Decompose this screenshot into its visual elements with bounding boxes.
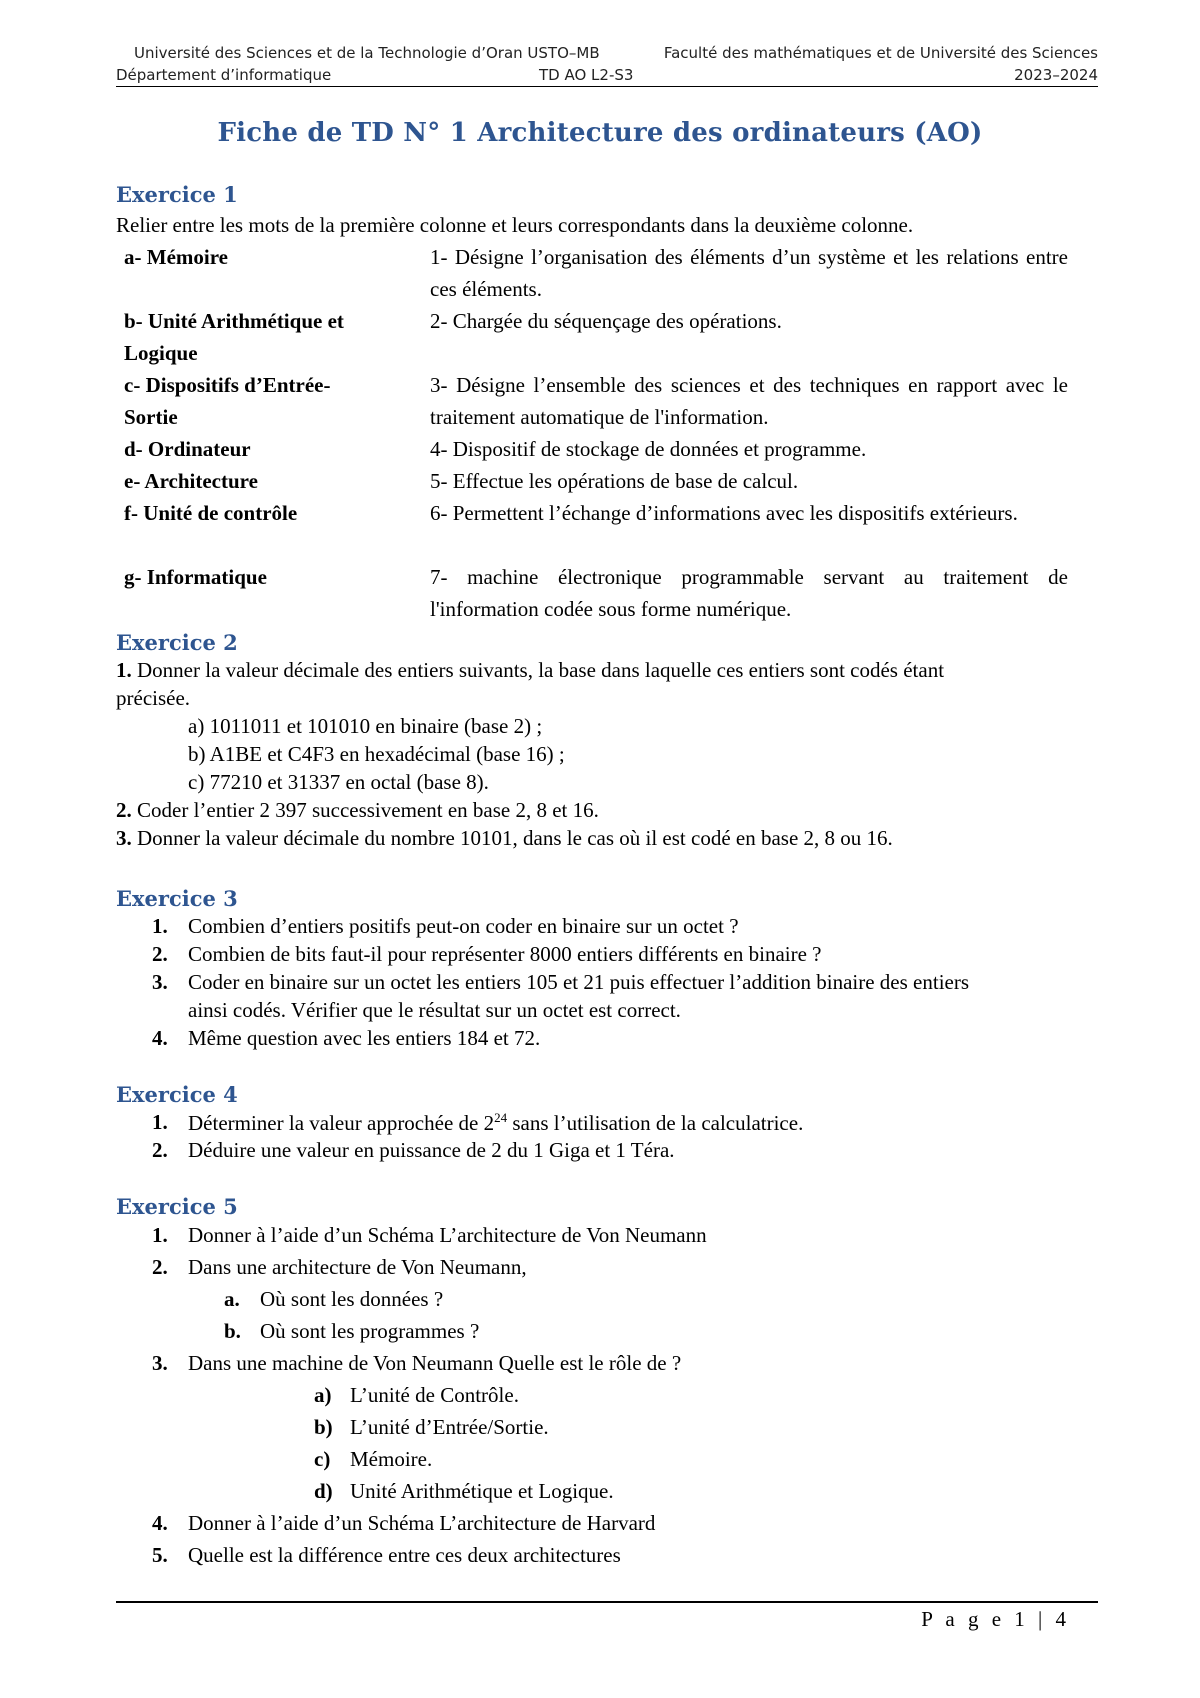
page-title: Fiche de TD N° 1 Architecture des ordinateurs (AO): [217, 118, 983, 148]
ex4-q1-number: 1.: [152, 1110, 168, 1134]
page-number: [921, 1607, 1070, 1632]
ex5-q3-text: Dans une machine de Von Neumann Quelle est le rôle de ?: [188, 1351, 682, 1375]
ex5-q4-text: Donner à l’aide d’un Schéma L’architecture de Harvard: [188, 1511, 656, 1535]
ex2-q2-number: 2.: [116, 798, 132, 822]
ex1-left-e: e- Architecture: [124, 469, 258, 493]
ex5-q2b-text: Où sont les programmes ?: [260, 1319, 480, 1343]
page-label: P a g e: [921, 1607, 1006, 1631]
ex5-q2-text: Dans une architecture de Von Neumann,: [188, 1255, 527, 1279]
ex1-left-g: g- Informatique: [124, 565, 267, 589]
ex4-q2-text: Déduire une valeur en puissance de 2 du 1 Giga et 1 Téra.: [188, 1138, 675, 1162]
ex5-q3d-text: Unité Arithmétique et Logique.: [350, 1479, 614, 1503]
exercise-1-intro: Relier entre les mots de la première colonne et leurs correspondants dans la deuxième colonne.: [116, 213, 914, 237]
ex1-right-6: 6- Permettent l’échange d’informations avec les dispositifs extérieurs.: [430, 501, 1018, 525]
ex2-q3: [116, 826, 893, 851]
ex2-q1-number: 1.: [116, 658, 132, 682]
ex5-q3-number: 3.: [152, 1351, 168, 1375]
ex2-q1-line1: [116, 658, 944, 683]
ex1-right-4: 4- Dispositif de stockage de données et programme.: [430, 437, 867, 461]
ex1-right-2: 2- Chargée du séquençage des opérations.: [430, 309, 782, 333]
footer-divider: [116, 1601, 1098, 1603]
ex5-q3c-text: Mémoire.: [350, 1447, 433, 1471]
exercise-5-title: Exercice 5: [116, 1194, 238, 1219]
ex5-q1-text: Donner à l’aide d’un Schéma L’architecture de Von Neumann: [188, 1223, 707, 1247]
ex1-left-b-line1: b- Unité Arithmétique et: [124, 309, 344, 333]
ex2-q3-text: Donner la valeur décimale du nombre 10101, dans le cas où il est codé en base 2, 8 ou 16.: [131, 826, 893, 850]
ex1-left-a: a- Mémoire: [124, 245, 228, 269]
ex1-left-c-line2: Sortie: [124, 405, 178, 429]
ex5-q5-text: Quelle est la différence entre ces deux architectures: [188, 1543, 621, 1567]
ex2-q2-text: Coder l’entier 2 397 successivement en base 2, 8 et 16.: [131, 798, 599, 822]
ex1-right-5: 5- Effectue les opérations de base de calcul.: [430, 469, 799, 493]
ex4-q1-exponent: 24: [494, 1110, 508, 1125]
ex3-item-2-number: 2.: [152, 942, 168, 966]
ex3-item-3-continuation: ainsi codés. Vérifier que le résultat sur un octet est correct.: [188, 998, 681, 1022]
ex1-right-3: 3- Désigne l’ensemble des sciences et des techniques en rapport avec le traitement automatique de l'information.: [430, 373, 1068, 429]
ex3-item-3-text: Coder en binaire sur un octet les entiers 105 et 21 puis effectuer l’addition binaire des entiers: [188, 970, 970, 994]
ex4-q2-number: 2.: [152, 1138, 168, 1162]
header-year: 2023–2024: [1014, 66, 1098, 84]
ex2-q2: [116, 798, 599, 823]
ex3-item-1-text: Combien d’entiers positifs peut-on coder en binaire sur un octet ?: [188, 914, 739, 938]
ex2-q1-text: Donner la valeur décimale des entiers suivants, la base dans laquelle ces entiers sont codés étant: [131, 658, 945, 682]
ex5-q2-number: 2.: [152, 1255, 168, 1279]
ex5-q2a-text: Où sont les données ?: [260, 1287, 444, 1311]
ex5-q3a-number: a): [314, 1383, 332, 1407]
ex3-item-3-number: 3.: [152, 970, 168, 994]
header-divider: [116, 86, 1098, 87]
ex5-q3d-number: d): [314, 1479, 333, 1503]
page-count: 1 | 4: [1014, 1607, 1070, 1631]
ex4-q1-text-end: sans l’utilisation de la calculatrice.: [507, 1111, 804, 1135]
ex5-q3b-number: b): [314, 1415, 333, 1439]
ex2-q1-a: a) 1011011 et 101010 en binaire (base 2) ;: [188, 714, 543, 738]
ex5-q1-number: 1.: [152, 1223, 168, 1247]
ex5-q5-number: 5.: [152, 1543, 168, 1567]
ex1-left-c-line1: c- Dispositifs d’Entrée-: [124, 373, 331, 397]
ex1-left-d: d- Ordinateur: [124, 437, 251, 461]
exercise-3-title: Exercice 3: [116, 886, 238, 911]
ex3-item-1-number: 1.: [152, 914, 168, 938]
ex3-item-4-number: 4.: [152, 1026, 168, 1050]
ex5-q3c-number: c): [314, 1447, 331, 1471]
exercise-1-title: Exercice 1: [116, 182, 238, 207]
ex5-q2b-number: b.: [224, 1319, 241, 1343]
ex3-item-4-text: Même question avec les entiers 184 et 72.: [188, 1026, 541, 1050]
ex5-q3a-text: L’unité de Contrôle.: [350, 1383, 519, 1407]
header-faculty: Faculté des mathématiques et de Université des Sciences: [663, 44, 1098, 62]
ex1-right-7: 7- machine électronique programmable servant au traitement de l'information codée sous forme numérique.: [430, 565, 1068, 621]
header-course: TD AO L2-S3: [539, 66, 634, 84]
ex1-left-b-line2: Logique: [124, 341, 198, 365]
ex2-q1-b: b) A1BE et C4F3 en hexadécimal (base 16) ;: [188, 742, 565, 766]
exercise-2-title: Exercice 2: [116, 630, 238, 655]
ex1-left-f: f- Unité de contrôle: [124, 501, 298, 525]
ex2-q1-c: c) 77210 et 31337 en octal (base 8).: [188, 770, 489, 794]
header-department: Département d’informatique: [116, 66, 332, 84]
ex4-q1-text: [188, 1110, 803, 1136]
header-university: Université des Sciences et de la Technologie d’Oran USTO–MB: [134, 44, 600, 62]
ex2-q1-line2: précisée.: [116, 686, 191, 710]
ex3-item-2-text: Combien de bits faut-il pour représenter 8000 entiers différents en binaire ?: [188, 942, 822, 966]
ex5-q4-number: 4.: [152, 1511, 168, 1535]
ex4-q1-text-start: Déterminer la valeur approchée de 2: [188, 1111, 495, 1135]
ex1-right-1: 1- Désigne l’organisation des éléments d’un système et les relations entre ces éléments.: [430, 245, 1068, 301]
exercise-4-title: Exercice 4: [116, 1082, 238, 1107]
ex5-q2a-number: a.: [224, 1287, 240, 1311]
ex2-q3-number: 3.: [116, 826, 132, 850]
ex5-q3b-text: L’unité d’Entrée/Sortie.: [350, 1415, 549, 1439]
